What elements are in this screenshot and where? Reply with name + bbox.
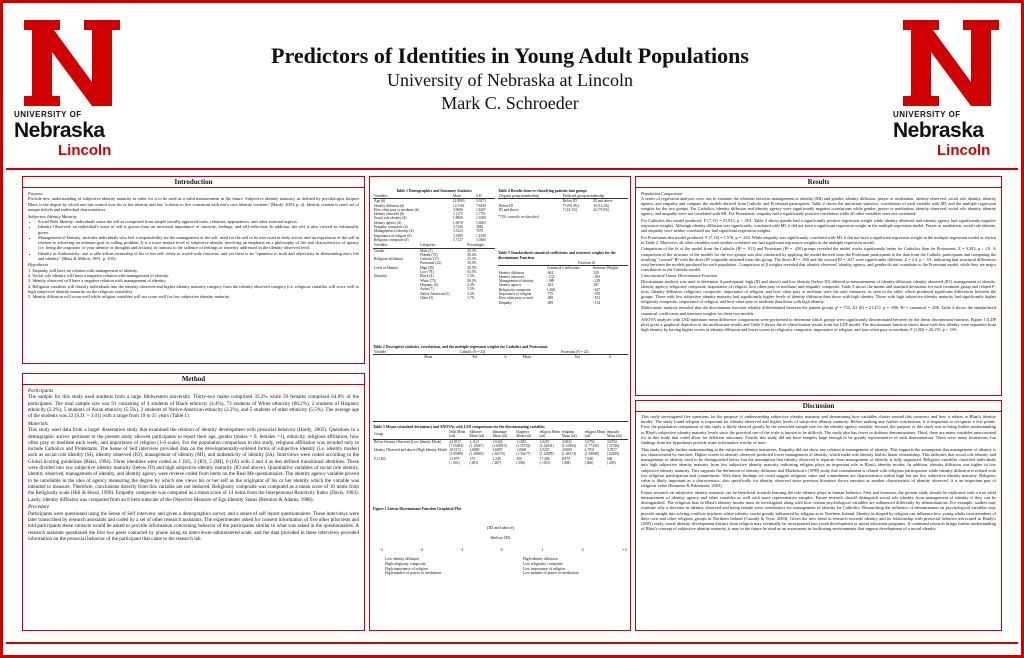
table-1-cell: 7.6350 — [475, 203, 486, 208]
table-1-cat-cell: 2.5% — [467, 274, 475, 279]
table-3-cell: (1.56277) — [516, 452, 531, 457]
results-paragraph: A series of regression analyses were run to examine the relations between management of identity (MI) and gender, identity diffusion, prayer or meditation, identity observed, social role identity, identity agency, and empathy and compare the models derived from Catholic and Protestant participants. Table 2 shows the univariate statistics, correlations of each variable with MI, and the multiple regression weights for the two groups. For Catholics, identity diffusion and identity agency were significantly negative correlations while gender, prayer or meditation, identity observed, social role identity, identity agency, and empathy were not correlated with MI. For Protestants, empathy had a significantly positive correlation while all other variables were not correlated. — [641, 196, 996, 217]
institution: University of Nebraska at Lincoln — [387, 70, 633, 90]
table-3-cell: 1.1845 — [516, 439, 527, 444]
table-1-cat-cell: Protestant (22) — [420, 261, 442, 266]
table-3-cell: (.586) — [516, 461, 525, 466]
poster-title: Predictors of Identities in Young Adult Populations — [271, 43, 749, 68]
table-3-cell: Identity Observed and above (High Identity Mode) — [374, 448, 448, 453]
table-1-cat-cell: Hispanic (2) — [420, 282, 438, 287]
table-1-cat-header: Categories — [419, 243, 466, 248]
table-1-cat-header: Variables — [373, 243, 419, 248]
table-1-cell: Importance of religion (#) — [374, 233, 412, 238]
figure-1-caption: Figure 1 Linear Discriminant Function Graphical Plot — [373, 507, 462, 511]
table-2-stat: Std — [574, 355, 580, 360]
table-5-cell: 1.468 — [546, 287, 555, 292]
purpose-text: Provide new understanding of subjective identity maturity in order for it to be used as a valid measurement in the future. Subjective identity maturity, as defined by psychologist Jacques Blasi, is the degree by which one has control over his or her identity and has "a desire to live consistent with one's core identity contents" (Hardy, 2003, p. 2). Identity content is one's set of unique beliefs and individual characteristics. — [28, 196, 359, 212]
table-3-header: Idmanage Mean (sd) — [491, 430, 515, 439]
hypothesis-item: 4. Religious variables will classify individuals into the identity observed and higher identity maturity category from the identity observed category (i.e. religious variables will score well to high subjective identity maturity on the religious variables). — [28, 283, 359, 294]
figure-1-axis — [379, 547, 627, 555]
table-3-cell: 170 — [469, 456, 475, 461]
table-1-cell: 3.3485 — [452, 233, 463, 238]
discussion-paragraph: Future research on subjective identity maturity can be beneficial towards learning the role identity plays in human behavior. First and foremost, the present study should be replicated with a true valid measurement of identity agency and other variables as well with more representative samples. Future research should distinguish social role identity from management of identity if they can be distinguished. The religious bias in Blasi's identity modes must be investigated along with how certain psychological variables are influenced differently by denominations. For example, studies may examine why a decrease in identity observed and being female were contributors for management of identity for Catholics. Researching the influence of denomination on psychological variables may provide insight into solving conflicts in places where identity can be greatly influenced by religion as in Northern Ireland. Identity as shaped by religion can influence how young adults treat members of their own and other religious groups in Northern Ireland (Cassidy & Trew, 2004). Given the new trend in research towards identity and its relationship with prosocial behavior advocated in Hardy's (2005) study, moral identity development distinct from religion may eventually be incorporated into youth development or moral education programs. If continued research brings further understanding of Blasi's concept of subjective identity maturity, it may in the future be used as an assessment in facilitating environments that support development of a moral identity. — [641, 489, 996, 532]
table-3-cell: (1.24941) — [539, 443, 554, 448]
table-4-col2: Predicted group membership — [562, 194, 628, 199]
table-1-caption: Table 1 Demographics and Summary Statistics — [396, 189, 472, 193]
table-1-cell: Identity agency (#) — [374, 220, 402, 225]
table-3-header: Group — [373, 430, 448, 439]
table-1-cell: 1.0460 — [475, 237, 486, 242]
table-5-cell: -.593 — [592, 292, 601, 297]
figure-1 — [373, 507, 628, 627]
table-3-cell: 8.879 — [561, 456, 570, 461]
table-3-cell: 1.6328 — [492, 439, 503, 444]
discussion-paragraph: This study investigated five questions for the purpose of understanding subjective identity maturity and determining how variables cluster around this construct and how it relates to Blasi's identity modes. The study found religion is important for identity observed and higher levels of subjective identity maturity. Before making any further conclusions, it is important to recognize a few points. First, the population comparison of this study is likely skewed greatly by the restricted sample size for the identity agency variable. Second, the purpose of this study was to bring further understanding to Blasi's subjective identity maturity levels since the practical use of the scale is known to be difficult. The study also has fewer or dubious denominations. Third, there are many variables unaccounted for in this study that could allow for different outcomes. Fourth, this study did not have samples large enough to be greatly representative of each denomination. There were many limitations, but findings from the hypotheses provide some informative worthy of note. — [641, 414, 996, 446]
figure-1-right-item: High identity diffusion — [523, 557, 558, 561]
table-3-cell: 18.5172 — [449, 448, 461, 453]
table-5-cell: .770 — [546, 292, 554, 297]
table-1-cat-row — [373, 296, 495, 300]
table-3-header: empathy Mean (sd) — [606, 430, 628, 439]
table-3-cell: (1.28374) — [561, 452, 576, 457]
table-1-cell: 12.5161 — [452, 203, 465, 208]
sim-heading: Subjective Identity Maturity — [28, 213, 78, 219]
table-1-cell: 1.7791 — [475, 212, 486, 217]
participants-text: The sample for this study used students from a large Midwestern university. Thirty-two males comprised 35.2% while 59 females comprised 64.8% of the participants. The total sample size was 91 consisting of 4 students of Black ethnicity (4.4%), 73 students of White ethnicity (80.2%), 2 students of Hispanic ethnicity (2.2%), 5 students of Asian ethnicity (5.5%), 2 students of Native-American ethnicity (2.2%), and 5 students of other ethnicity (5.5%). The average age of the students was 22 (S.D. = 3.01) with a range from 19 to 35 years (Table 1). — [28, 394, 359, 420]
table-5-cell: .289 — [546, 296, 554, 301]
method-title: Method — [23, 374, 364, 385]
figure-1-tick: 0 — [500, 547, 503, 552]
table-4-cell: 75 (85.4%) — [562, 203, 579, 208]
table-5-header: Function #1 — [546, 261, 628, 266]
table-3-cell: 2.8080 — [469, 448, 480, 453]
table-3-cell: 13.879 — [449, 456, 460, 461]
table-1-header: Mean — [452, 194, 475, 199]
table-3-cell: 3.7857 — [606, 448, 617, 453]
table-2-catholic: Catholic (N = 23) — [423, 350, 521, 355]
logo-university-text: UNIVERSITY OF — [14, 110, 82, 119]
table-3-cell: (1.48083) — [469, 452, 484, 457]
table-3-row — [373, 461, 628, 465]
figure-1-left-item: High number of prayer or meditation — [385, 571, 442, 576]
table-5-col: Structure Weights — [592, 266, 619, 271]
table-5-cell: -.981 — [592, 274, 601, 279]
table-1-cell: 1.4330 — [475, 233, 486, 238]
table-4-cell: Below ID — [499, 203, 514, 208]
table-2-stat: b — [609, 355, 612, 360]
figure-1-label-bottom: (below ID) — [490, 535, 511, 540]
hypothesis-item: 1. Empathy will have no relation with management of identity. — [28, 267, 139, 273]
table-4-row — [498, 208, 628, 212]
table-1-cell: Social role identity (#) — [374, 216, 407, 221]
table-5-cell: Management of identity — [499, 279, 534, 284]
table-4-sub: ID and above — [593, 199, 613, 204]
method-panel — [22, 373, 365, 631]
logo-lincoln-text: Lincoln — [937, 142, 991, 159]
table-3-cell: (.37536) — [606, 443, 620, 448]
table-5-cell: .043 — [546, 283, 554, 288]
table-3-cell: (5.95999) — [449, 452, 464, 457]
table-1-cat-cell — [373, 296, 419, 300]
n-logo-icon — [901, 18, 1001, 108]
table-1-header: S.D. — [475, 194, 495, 199]
table-1-cat-cell: 36.5% — [467, 265, 477, 270]
sim-list — [28, 219, 359, 261]
table-1-cell: 3.7246 — [452, 225, 463, 230]
introduction-panel — [22, 176, 365, 364]
results-paragraph: Multivariate analysis revealed that the discriminant function reliably differentiated between the patient groups χ² = 754, X2 (8) = 21.472, p = .006, R² = canonical = .496. Table 4 shows the standardized canonical coefficients and structure weights for these two models. — [641, 305, 996, 316]
population-heading: Population Comparison — [641, 191, 683, 196]
table-3-cell: 2.1121 — [469, 439, 480, 444]
results-paragraph: For Protestants this model produced, F (7,14) = 1.576, p = .226. While empathy was significantly correlated with MI, it did not have a significant regression weight in the multiple regression model as shown in Table 2. Moreover, all other variables were neither correlated nor had significant regression weights in the multiple regression model. — [641, 234, 996, 245]
results-paragraph: For Catholics this model produced, F (7,15) = 21.813, p < .001. Table 2 shows gender had a significantly positive regression weight while identity observed and identity agency had significantly negative regression weights. Although identity diffusion was significantly correlated with MI, it did not have a significant regression weight in the multiple regression model. Prayer or meditation, social role identity, and empathy were neither correlated nor had significant regression weights. — [641, 217, 996, 234]
hypothesis-item: 3. Identity observed will have a negative relation with management of identity. — [28, 278, 167, 284]
figure-1-tick: 2 — [581, 547, 584, 552]
table-3 — [373, 425, 628, 465]
table-1-cat-cell: Religious affiliation — [374, 257, 403, 262]
table-1-cat-cell: 25.3% — [467, 257, 477, 262]
table-3-cell: (<.001) — [539, 461, 551, 466]
table-5-cell: .529 — [592, 270, 599, 275]
table-1-cat-cell: 3.7% — [467, 295, 475, 300]
sim-item: • Identity as Authenticity: one is able affirm ownership of his or her self, relate to world-wide concerns, and yet there is an "openness to truth and objectivity in determining one's life and identity" (Blasi & Milton, 1991, p. 105). — [38, 251, 359, 262]
table-5-cell: -.132 — [546, 274, 555, 279]
university-logo-right — [893, 18, 1008, 168]
table-1-header: Variables — [373, 194, 452, 199]
university-logo-left — [14, 18, 129, 168]
n-logo-icon — [22, 18, 122, 108]
table-1-cell: 1.3500 — [475, 216, 486, 221]
table-3-cell: (.681) — [469, 461, 479, 466]
table-5-cell: -.229 — [592, 279, 601, 284]
table-1-cat-cell: Native American (2) — [420, 291, 450, 296]
table-4-col1: Original group membership — [498, 194, 562, 199]
table-3-cell: 3.3297 — [539, 439, 550, 444]
table-3-header: religion Mean (sd) — [539, 430, 560, 439]
table-1-cat-cell: 50.3% — [467, 248, 477, 253]
table-3-cell: 1.0000 — [516, 448, 527, 453]
table-3-cell: 24.0517 — [449, 439, 461, 444]
figure-1-tick: -2 — [419, 547, 424, 552]
table-1-cat-cell: Catholic (37) — [420, 257, 440, 262]
table-5 — [498, 251, 628, 305]
table-3-cell: (<.001) — [449, 461, 460, 466]
discussion-paragraph: This study brought further understanding to the subjective identity maturities. Empathy did not show any relation to management of identity. This supports the assumption that management of identity is not characterized by emotion. Higher scores in identity observed predicted lower management of identity, which make role identity had no linear relationship. This indicates that social role identity and management of identity need to be distinguished better, but the assumption that identity observed is separate from management of identity is fully supported. Religious variables classified individuals into high subjective identity maturity from low subjective identity maturity indicating religion plays an important role in Blasi's identity modes. In addition, identity diffusion was higher in low subjective identity maturity. This supports the definition of identity diffusion and Marketson's (1999) study that commitment is related with religious participation while identity diffusion is related with low religious participation and commitment. With these findings we could suggest religious value and commitment are characteristics within high but not low subjective identity maturity. Religious value is likely important as a characteristic, also specifically for identity observed since previous literature shows emotion as another characteristic of identity observed, it is an important part of religious value (Emmons & Paloutzian, 2003). — [641, 446, 996, 489]
table-3-cell: (1.55732) — [516, 443, 531, 448]
discussion-title: Discussion — [636, 401, 1001, 412]
table-1-cat-cell: Black (4) — [420, 274, 434, 279]
table-1-cat-cell: 5.5% — [467, 287, 475, 292]
figure-1-tick: -3 — [379, 547, 383, 552]
table-3-cell: F (1,80) — [374, 456, 386, 461]
table-3-cell: (7.65463) — [449, 443, 464, 448]
table-1-cell: Age (#) — [374, 199, 386, 204]
table-3-cell: 4.5207 — [539, 448, 550, 453]
table-2-stat: Std — [472, 355, 478, 360]
table-3-header: religimp Mean (sd) — [561, 430, 584, 439]
table-1-cell: Identity observed (#) — [374, 212, 405, 217]
table-3-cell: (.267) — [492, 461, 502, 466]
figure-1-tick: +3 — [622, 547, 627, 552]
table-3-cell: 300 — [516, 456, 522, 461]
table-3-header: Iddif Mean (sd) — [448, 430, 468, 439]
table-1-cat-header: Percentages — [466, 243, 495, 248]
table-1-cell: 1.6663 — [475, 220, 486, 225]
table-3-cell: 3.6794 — [584, 439, 595, 444]
table-3-cell: (.439) — [606, 461, 616, 466]
table-3-cell: 3.0941 — [561, 439, 572, 444]
figure-1-right-item: Low religiosity composite — [523, 561, 563, 566]
table-3-header: religpra Mean (sd) — [584, 430, 605, 439]
results-paragraph: Discriminant analysis was used to determine if participants' high (IO and above) and low identity (below IO) differed in measurements of identity diffusion, identity observed (IO), management of identity, identity agency, religiosity composite, importance of religion, how often pray or meditate, and empathy composite. Table 3 shows the means and standard deviations for each treatment group and related F-tests. Identity diffusion, religiosity composite, importance of religion, and how often pray or meditate were the only measures, as seen in the table, which produced significant differences between the groups. Those with low subjective identity maturity had significantly higher levels of identity diffusion than those with high identity. Those with high subjective identity maturity had significantly higher religiosity composite, importance of religion, and how often pray or meditate than those with high identity. — [641, 278, 996, 304]
table-3-cell: (.006) — [584, 461, 594, 466]
figure-1-left-list — [385, 557, 495, 576]
table-3-cell: (1.22809) — [539, 452, 554, 457]
table-3-header: Idobserv Mean (sd) — [469, 430, 492, 439]
footer-divider — [6, 642, 1018, 644]
table-1-cat-cell: Low (78) — [420, 270, 434, 275]
figure-1-right-item: Low importance of religion — [523, 566, 565, 571]
procedure-heading: Procedure — [28, 504, 50, 511]
tables-panel — [369, 176, 631, 631]
table-2-stat: b — [504, 355, 507, 360]
table-4 — [498, 189, 628, 219]
table-1-cat-cell: Level of Identity — [374, 265, 399, 270]
table-4-note: *72% correctly re-classified — [498, 215, 539, 220]
ldf-heading: Concentrated Linear Discriminant Function — [641, 273, 718, 279]
table-1-cat-cell: 16.0% — [467, 261, 477, 266]
table-1-cell: 3.7127 — [452, 237, 463, 242]
table-1-cell: Empathy composite (#) — [374, 225, 408, 230]
table-3-cell: 4.0000 — [561, 448, 572, 453]
header-divider — [6, 168, 1018, 170]
table-1-cell: 3.9690 — [452, 207, 463, 212]
results-paragraph: ANOVA analyses with LSD minimum mean difference comparisons were performed to determine which groups were significantly discriminated between by the linear discriminant function. Figure 1 (LDF plot) gives a graphical depiction of the multivariate results and Table 5 shows the re-classification results from the LDF model. The discriminant function shows those with low identity were separated from high identity by having higher scores in identity diffusion and lower scores in religiosity composite, importance of religion, and how often pray or meditate, F (1,80) = 26.155, p < .001. — [641, 317, 996, 333]
table-1-cell: 21.8903 — [452, 199, 465, 204]
sim-item: • Identity Observed: an individual's sense of self is grown from an increased importance of sincerity, feelings, and self-reflection. In addition, the self is also viewed as volitionally given. — [38, 224, 359, 235]
table-3-cell: 3.6792 — [606, 439, 617, 444]
table-1-cell: 1.6919 — [452, 220, 463, 225]
table-3-cell: (.004) — [561, 461, 571, 466]
table-5-cell: .187 — [592, 283, 599, 288]
table-3-cell: 7.948 — [584, 456, 593, 461]
table-1 — [373, 189, 495, 300]
table-1-cat-cell: 90.2% — [467, 278, 477, 283]
table-5-col: Canonical Coefficients — [546, 266, 580, 271]
table-1-cell: Religious composite (#) — [374, 237, 409, 242]
figure-1-tick: 1 — [540, 547, 544, 552]
table-3-cell: 1.249 — [492, 456, 501, 461]
table-5-caption: Table 5 Standardized canonical coefficients and structure weights for the discriminant Function — [498, 251, 616, 260]
author: Mark C. Schroeder — [441, 93, 579, 113]
materials-heading: Materials — [28, 420, 48, 427]
figure-1-left-item: High religiosity composite — [385, 561, 426, 566]
table-4-sub: Below ID — [562, 199, 577, 204]
table-5-cell: -.089 — [546, 279, 555, 284]
table-3-cell: Below Identity Observed (Low Identity Mode) — [374, 439, 442, 444]
table-5-cell: Identity observed — [499, 274, 525, 279]
table-4-cell: ID and above — [499, 207, 519, 212]
figure-1-tick: -1 — [459, 547, 464, 552]
table-3-cell: 3.6897 — [492, 448, 503, 453]
table-3-cell — [373, 461, 448, 465]
hypotheses-heading: Hypotheses — [28, 262, 49, 268]
figure-1-left-item: Low identity diffusion — [385, 557, 420, 561]
table-2 — [373, 345, 628, 422]
table-5-cell: .009 — [546, 300, 554, 305]
table-1-cat-cell: 63.5% — [467, 270, 477, 275]
sim-item: • Social Role Identity: individuals sense the self as comprised from simple socially approved traits, relations, appearances, and other external aspects. — [38, 219, 359, 224]
participants-heading: Participants — [28, 388, 54, 394]
results-title: Results — [636, 177, 1001, 188]
figure-1-left-item: High importance of religion — [385, 566, 428, 571]
table-5-cell: Empathy — [499, 300, 512, 305]
table-4-cell: 10 (14.2%) — [593, 203, 610, 208]
table-3-cell: (1.10067) — [469, 443, 484, 448]
table-3-header: Idagency Mean (sd) — [515, 430, 538, 439]
table-1-cat-cell: 2.2% — [467, 282, 475, 287]
hypothesis-item: 5. Identity diffusion will score well while religion variables will not score well for low subjective identity maturity. — [28, 294, 231, 300]
table-3-cell: (.65576) — [492, 452, 505, 457]
table-1-cat-cell: Gender — [374, 248, 385, 253]
table-2-stat: Mean — [522, 355, 531, 360]
table-1-cat-cell: Other (3) — [420, 295, 434, 300]
table-1-cat-cell: Male (2) — [420, 248, 433, 253]
table-2-protestant: Protestant (N = 22) — [522, 350, 628, 355]
table-5-cell: -.132 — [592, 300, 601, 305]
table-1-cat-cell: White (73) — [420, 278, 436, 283]
table-5-cell: -.627 — [592, 287, 601, 292]
table-3-cell: (1.58908) — [584, 452, 599, 457]
table-1-cell: 1.8207 — [475, 207, 486, 212]
table-1-cell: Management of identity (#) — [374, 229, 414, 234]
table-4-cell: 7 (24.1%) — [562, 207, 578, 212]
table-3-cell: (1.31994) — [561, 443, 576, 448]
table-2-caption: Table 2 Descriptive statistics, correlations, and the multiple regression weights for Catholics and Protestants — [373, 345, 548, 349]
discussion-panel — [635, 400, 1002, 631]
table-1-row — [373, 238, 495, 242]
table-1-cat-cell: 2.2% — [467, 291, 475, 296]
table-1-cat-cell: Female (76) — [420, 252, 438, 257]
table-3-caption: Table 3 Means (standard deviations) and ANOVAs with LSD comparisons for the discriminating variables — [373, 425, 545, 429]
table-2-variable: Variable — [373, 350, 423, 355]
results-paragraph: Comparison of the fit of the model from the Catholic (R² = .911) and Protestant (R² = .430) groups revealed the model works significantly better for Catholics than for Protestants, Z = 3.283, p < .01. A comparison of the structure of the models for the two groups was also conducted by applying the model derived from the Protestant participants to the data from the Catholic participants and comparing the resulting "crossed" R² with the direct R² originally obtained from this group. The direct R² = .950 and the crossed R² = .627 were significantly different, Z = 4.4, p < .01, indicating that structural differences exist between the models produced for each population. Comparison of β weights revealed that identity observed, identity agency, and gender do not contribute to the Protestant model, while they are major contributors to the Catholic model. — [641, 246, 996, 272]
logo-university-text: UNIVERSITY OF — [893, 110, 961, 119]
table-5-cell: -.551 — [592, 296, 601, 301]
table-1-cell: 3846 — [475, 225, 484, 230]
table-5-cell: Identity diffusion — [499, 270, 524, 275]
figure-1-label-top: (ID and above) — [486, 525, 515, 530]
table-4-cell: 22 (75.9%) — [593, 207, 610, 212]
table-1-cat-cell: Ethnicity — [374, 274, 388, 279]
table-1-cell: 5.0273 — [475, 199, 486, 204]
logo-nebraska-text: Nebraska — [14, 119, 105, 142]
table-1-cell: Identity diffusion (#) — [374, 203, 405, 208]
results-panel — [635, 176, 1002, 396]
table-5-row — [498, 301, 628, 305]
logo-nebraska-text: Nebraska — [893, 119, 984, 142]
materials-text: This study used data from a larger dissertation study that examined the relation of identity development with prosocial behavior (Hardy, 2005). Questions in a demographic survey pertinent to the present study allowed participants to report their age, gender (males = 0, females =1), ethnicity, religious affiliation, how often pray or meditate each week, and importance of religion (1-6 scale). For the population comparison in this study, religious affiliation was recoded only to include Catholics and Protestants. The Sense of Self interview provided data on the developmentally-ordered forms of subjective identity (i.e. identity modes) such as social role identity (SI), identity observed (IO), management of identity (MI), and authenticity of identity (IA). Interviews were coded according to the Global Scoring guidelines (Blasi, 1994). Three identities were coded as 1 (SI), 3 (IO), 5 (MI), 6 (IA) with 2 and 4 as less defined transitional identities. These were divided into low subjective identity maturity (below IO) and high subjective identity maturity (IO and above). Quantitative variables of social role identity, identity observed, management of identity, and identity agency were reverse coded from items on the Real Me questionnaire. The identity agency variable proved to be unreliable in the idea of agency measuring the degree by which one views his or her self as the originator of his or her identity which the variable was intended to measure. Therefore, conclusions directly from this variable are not deduced. Religiosity composite was computed as a mean score of 10 items from the Religiosity scale (Hill & Hood, 1999). Empathy composite was computed as a mean score of 14 items from the Interpersonal Reactivity Index (Davis, 1983). Lastly, identity diffusion was computed from an 8 item subscale of the Objective Measure of Ego Identity Status (Bennion & Adams, 1986). — [28, 427, 359, 503]
table-5-cell: Importance of religion — [499, 292, 532, 297]
table-3-cell: 17.436 — [539, 456, 550, 461]
table-1-cell: 2.1175 — [452, 212, 463, 217]
table-4-caption: Table 4 Results from re-classifying patients into groups — [498, 189, 587, 193]
sim-item: • Management of Identity: includes individuals who feel a responsibility for the management of the self, need for the self to be exercised in daily action, and an expression of the self in relation to achieving an ultimate goal or calling problem. It is a more mature level of subjective identity involving an emphasis on a philosophy of life and characteristics of agency (i.e. being the originator of your identity or thoughts and actions) in contrast to the salience of feelings or sincerity addressed in the identity observed level. — [38, 235, 359, 251]
table-1-cell: 3.5324 — [452, 229, 463, 234]
table-1-cat-cell: Asian (7) — [420, 287, 434, 292]
table-5-cell: Religiosity composite — [499, 287, 531, 292]
table-1-cat-cell: 49.4% — [467, 252, 477, 257]
table-3-cell: (1.00819) — [492, 443, 507, 448]
purpose-heading: Purpose — [28, 191, 43, 196]
figure-1-right-item: Low number of prayer or meditation — [523, 571, 579, 576]
table-5-cell: Identity agency — [499, 283, 522, 288]
table-3-cell: 4.7931 — [584, 448, 595, 453]
table-1-cell: 7478 — [475, 229, 484, 234]
table-1-cat-cell: High (30) — [420, 265, 435, 270]
hypothesis-item: 2. Social role identity will have a negative relation with management of identity. — [28, 272, 170, 278]
poster-header — [240, 42, 780, 115]
introduction-title: Introduction — [23, 177, 364, 188]
procedure-text: Participants were questioned using the Sense of Self interview and given a demographics survey and a series of self report questionnaires. These interviews were later transcribed by research assistants and coded by a set of other research assistants. The experimenter asked for consent information of five other pilot tests and told participants these contacts would be asked to provide information concerning behavior of the participants similar to what was asked in the questionnaires. A research assistant questioned the first two peers contacted by phone using an interviewer-administered scale, and the data provided in these interviews provided information on the prosocial behavior of the participant that came to the research lab. — [28, 510, 359, 542]
table-1-cell: How often pray or meditate (#) — [374, 207, 419, 212]
table-1-cell: 1.8900 — [452, 216, 463, 221]
table-3-cell: (1.77345) — [584, 443, 599, 448]
logo-lincoln-text: Lincoln — [58, 142, 112, 159]
table-5-cell: How often pray or med — [499, 296, 533, 301]
table-3-cell: (.62059) — [606, 452, 620, 457]
figure-1-right-list — [523, 557, 628, 576]
table-3-cell: 606 — [606, 456, 613, 461]
table-2-stat: Mean — [424, 355, 433, 360]
table-5-cell: .604 — [546, 270, 554, 275]
